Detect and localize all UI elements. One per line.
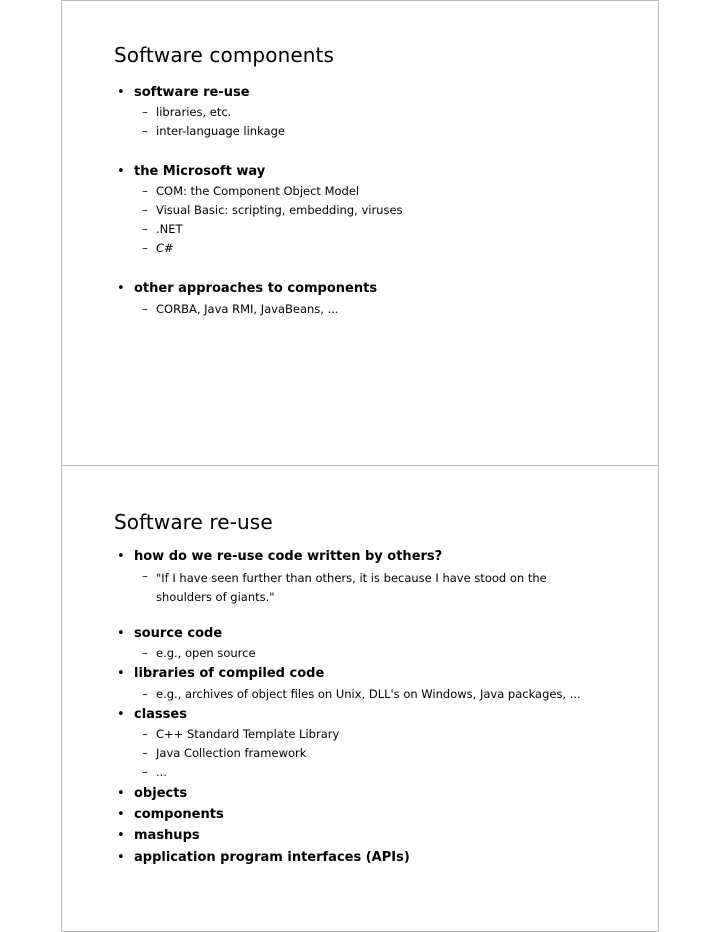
dash-icon: –: [142, 124, 148, 138]
slide-title: Software components: [114, 43, 334, 67]
bullet-dot-icon: •: [117, 549, 125, 564]
bullet-dot-icon: •: [117, 666, 125, 681]
dash-icon: –: [142, 765, 148, 779]
slide-software-components: Software components • software re-use – libraries, etc. – inter-language linkage • the Microsoft way – COM: the Component Object Model – Visual Basic: scripting, embedding, viruses – .NET – C# • other approaches to components – CORBA, Java RMI, JavaBeans, ...: [61, 0, 659, 466]
dash-icon: –: [142, 184, 148, 198]
slide-title: Software re-use: [114, 510, 273, 534]
bullet-dot-icon: •: [117, 85, 125, 100]
dash-icon: –: [142, 646, 148, 660]
dash-icon: –: [142, 302, 148, 316]
dash-icon: –: [142, 727, 148, 741]
bullet-dot-icon: •: [117, 707, 125, 722]
dash-icon: –: [142, 105, 148, 119]
dash-icon: –: [142, 203, 148, 217]
bullet-dot-icon: •: [117, 850, 125, 865]
bullet-dot-icon: •: [117, 828, 125, 843]
bullet-dot-icon: •: [117, 164, 125, 179]
dash-icon: –: [142, 687, 148, 701]
dash-icon: –: [142, 241, 148, 255]
bullet-dot-icon: •: [117, 786, 125, 801]
bullet-dot-icon: •: [117, 281, 125, 296]
dash-icon: –: [142, 222, 148, 236]
bullet-dot-icon: •: [117, 626, 125, 641]
slide-software-reuse: Software re-use • how do we re-use code written by others? – "If I have seen further than others, it is because I have stood on the shoulders of giants." • source code – e.g., open source • libraries of compiled code – e.g., archives of object files on Unix, DLL's on Windows, Java packages, ... • classes – C++ Standard Template Library – Java Collection framework – ... • objects • components • mashups • application program interfaces (APIs): [61, 465, 659, 932]
dash-icon: –: [142, 569, 148, 583]
bullet-dot-icon: •: [117, 807, 125, 822]
dash-icon: –: [142, 746, 148, 760]
